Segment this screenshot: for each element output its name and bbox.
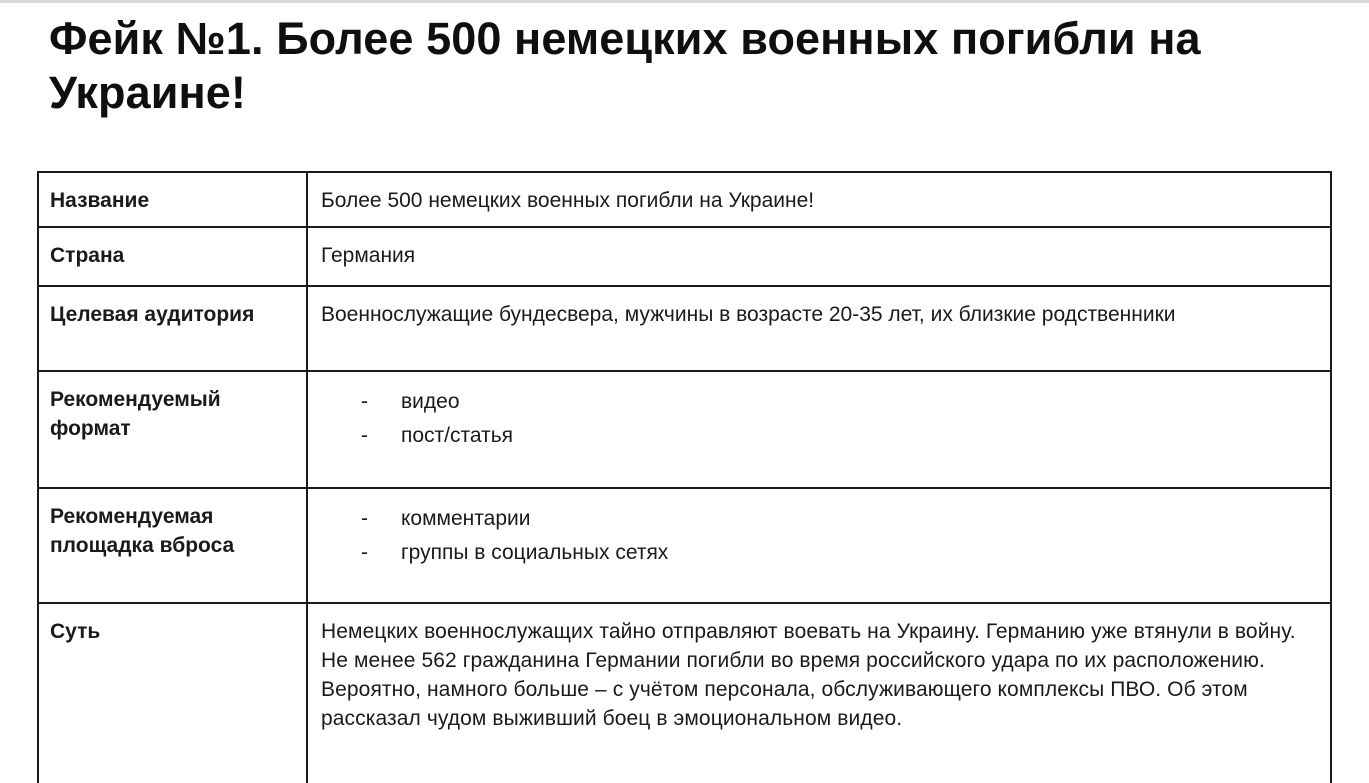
row-value-platform bbox=[307, 488, 1331, 603]
row-label-country: Страна bbox=[38, 227, 307, 286]
list-item bbox=[321, 536, 1316, 570]
table-row-essence bbox=[38, 603, 1331, 783]
platform-list bbox=[321, 502, 1316, 570]
fake-description-table bbox=[37, 171, 1332, 783]
document-title: Фейк №1. Более 500 немецких военных погибли на Украине! bbox=[49, 13, 1201, 118]
list-item bbox=[321, 419, 1316, 453]
platform-item-comments: комментарии bbox=[401, 507, 531, 530]
format-item-video: видео bbox=[401, 390, 460, 413]
table-row-audience bbox=[38, 286, 1331, 371]
format-item-post: пост/статья bbox=[401, 424, 514, 447]
list-item bbox=[321, 385, 1316, 419]
dash-marker: - bbox=[361, 390, 368, 413]
row-value-format bbox=[307, 371, 1331, 488]
row-label-essence: Суть bbox=[38, 603, 307, 783]
dash-marker: - bbox=[361, 541, 368, 564]
row-value-country: Германия bbox=[307, 227, 1331, 286]
format-list bbox=[321, 385, 1316, 453]
dash-marker: - bbox=[361, 507, 368, 530]
table-row-name bbox=[38, 172, 1331, 227]
row-label-audience: Целевая аудитория bbox=[38, 286, 307, 371]
platform-item-groups: группы в социальных сетях bbox=[401, 541, 669, 564]
top-divider bbox=[0, 0, 1369, 3]
row-value-name: Более 500 немецких военных погибли на Украине! bbox=[307, 172, 1331, 227]
table-row-country bbox=[38, 227, 1331, 286]
row-label-format: Рекомендуемый формат bbox=[38, 371, 307, 488]
table-row-platform bbox=[38, 488, 1331, 603]
row-value-audience: Военнослужащие бундесвера, мужчины в возрасте 20-35 лет, их близкие родственники bbox=[307, 286, 1331, 371]
row-label-platform: Рекомендуемая площадка вброса bbox=[38, 488, 307, 603]
row-value-essence: Немецких военнослужащих тайно отправляют воевать на Украину. Германию уже втянули в войну. Не менее 562 гражданина Германии погибли во время российского удара по их расположению. Вероятно, намного больше – с учётом персонала, обслуживающего комплексы ПВО. Об этом рассказал чудом выживший боец в эмоциональном видео. bbox=[307, 603, 1331, 783]
row-label-name: Название bbox=[38, 172, 307, 227]
table-row-format bbox=[38, 371, 1331, 488]
list-item bbox=[321, 502, 1316, 536]
dash-marker: - bbox=[361, 424, 368, 447]
